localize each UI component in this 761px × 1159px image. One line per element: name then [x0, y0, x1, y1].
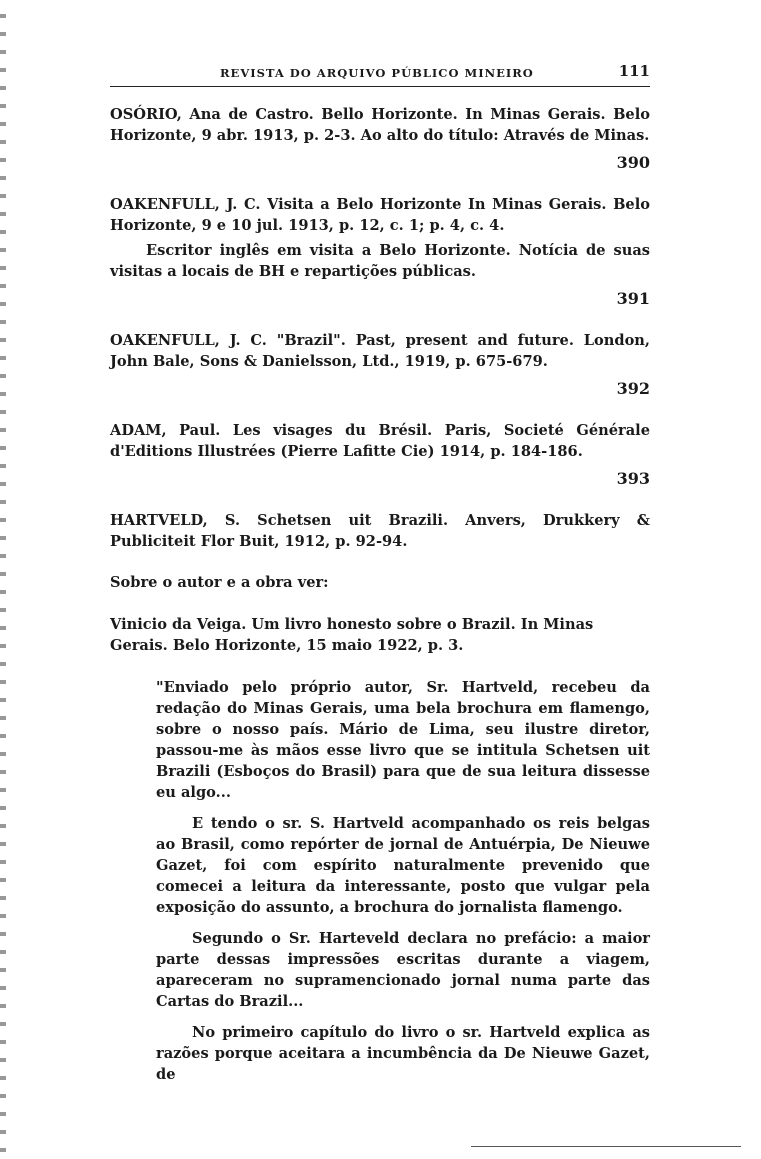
entry-citation: ADAM, Paul. Les visages du Brésil. Paris, Societé Générale d'Editions Illustrées (Pierre Lafitte Cie) 1914, p. 184-186. [110, 422, 650, 460]
entry-note: Escritor inglês em visita a Belo Horizonte. Notícia de suas visitas a locais de BH e repartições públicas. [110, 242, 650, 280]
page-binding-edge [0, 0, 6, 1159]
bibliography-entry [110, 330, 650, 400]
see-also-line: Sobre o autor e a obra ver: [110, 574, 329, 591]
entry-citation: OAKENFULL, J. C. "Brazil". Past, present and future. London, John Bale, Sons & Danielsson, Ltd., 1919, p. 675-679. [110, 332, 650, 370]
entry-number: 393 [616, 469, 650, 488]
running-title: REVISTA DO ARQUIVO PÚBLICO MINEIRO [220, 66, 534, 80]
page-content [110, 104, 650, 1095]
entry-number: 391 [616, 289, 650, 308]
quote-paragraph: E tendo o sr. S. Hartveld acompanhado os reis belgas ao Brasil, como repórter de jornal de Antuérpia, De Nieuwe Gazet, foi com espírito naturalmente prevenido que comecei a leitura da interessante, posto que vulgar pela exposição do assunto, a brochura do jornalista flamengo. [156, 815, 650, 916]
bibliography-entry [110, 420, 650, 490]
bibliography-entry [110, 104, 650, 174]
reference-citation: Vinicio da Veiga. Um livro honesto sobre o Brazil. In Minas Gerais. Belo Horizonte, 15 maio 1922, p. 3. [110, 616, 594, 654]
quote-paragraph: No primeiro capítulo do livro o sr. Hartveld explica as razões porque aceitara a incumbência da De Nieuwe Gazet, de [156, 1024, 650, 1083]
entry-number: 390 [616, 153, 650, 172]
block-quote [156, 677, 650, 1085]
bibliography-entry [110, 510, 650, 552]
bibliography-entry [110, 194, 650, 310]
quote-paragraph: Segundo o Sr. Harteveld declara no prefácio: a maior parte dessas impressões escritas durante a viagem, apareceram no supramencionado jornal numa parte das Cartas do Brazil... [156, 930, 650, 1010]
entry-citation: OAKENFULL, J. C. Visita a Belo Horizonte In Minas Gerais. Belo Horizonte, 9 e 10 jul. 1913, p. 12, c. 1; p. 4, c. 4. [110, 196, 650, 234]
entry-number: 392 [616, 379, 650, 398]
entry-citation: HARTVELD, S. Schetsen uit Brazili. Anvers, Drukkery & Publiciteit Flor Buit, 1912, p. 92-94. [110, 512, 650, 550]
page-header [110, 60, 650, 87]
page-number: 111 [618, 62, 650, 80]
quote-paragraph: "Enviado pelo próprio autor, Sr. Hartveld, recebeu da redação do Minas Gerais, uma bela brochura em flamengo, sobre o nosso país. Mário de Lima, seu ilustre diretor, passou-me às mãos esse livro que se intitula Schetsen uit Brazili (Esboços do Brasil) para que de sua leitura dissesse eu algo... [156, 679, 650, 801]
footer-rule [471, 1146, 741, 1147]
entry-citation: OSÓRIO, Ana de Castro. Bello Horizonte. In Minas Gerais. Belo Horizonte, 9 abr. 1913, p. 2-3. Ao alto do título: Através de Minas. [110, 106, 650, 144]
